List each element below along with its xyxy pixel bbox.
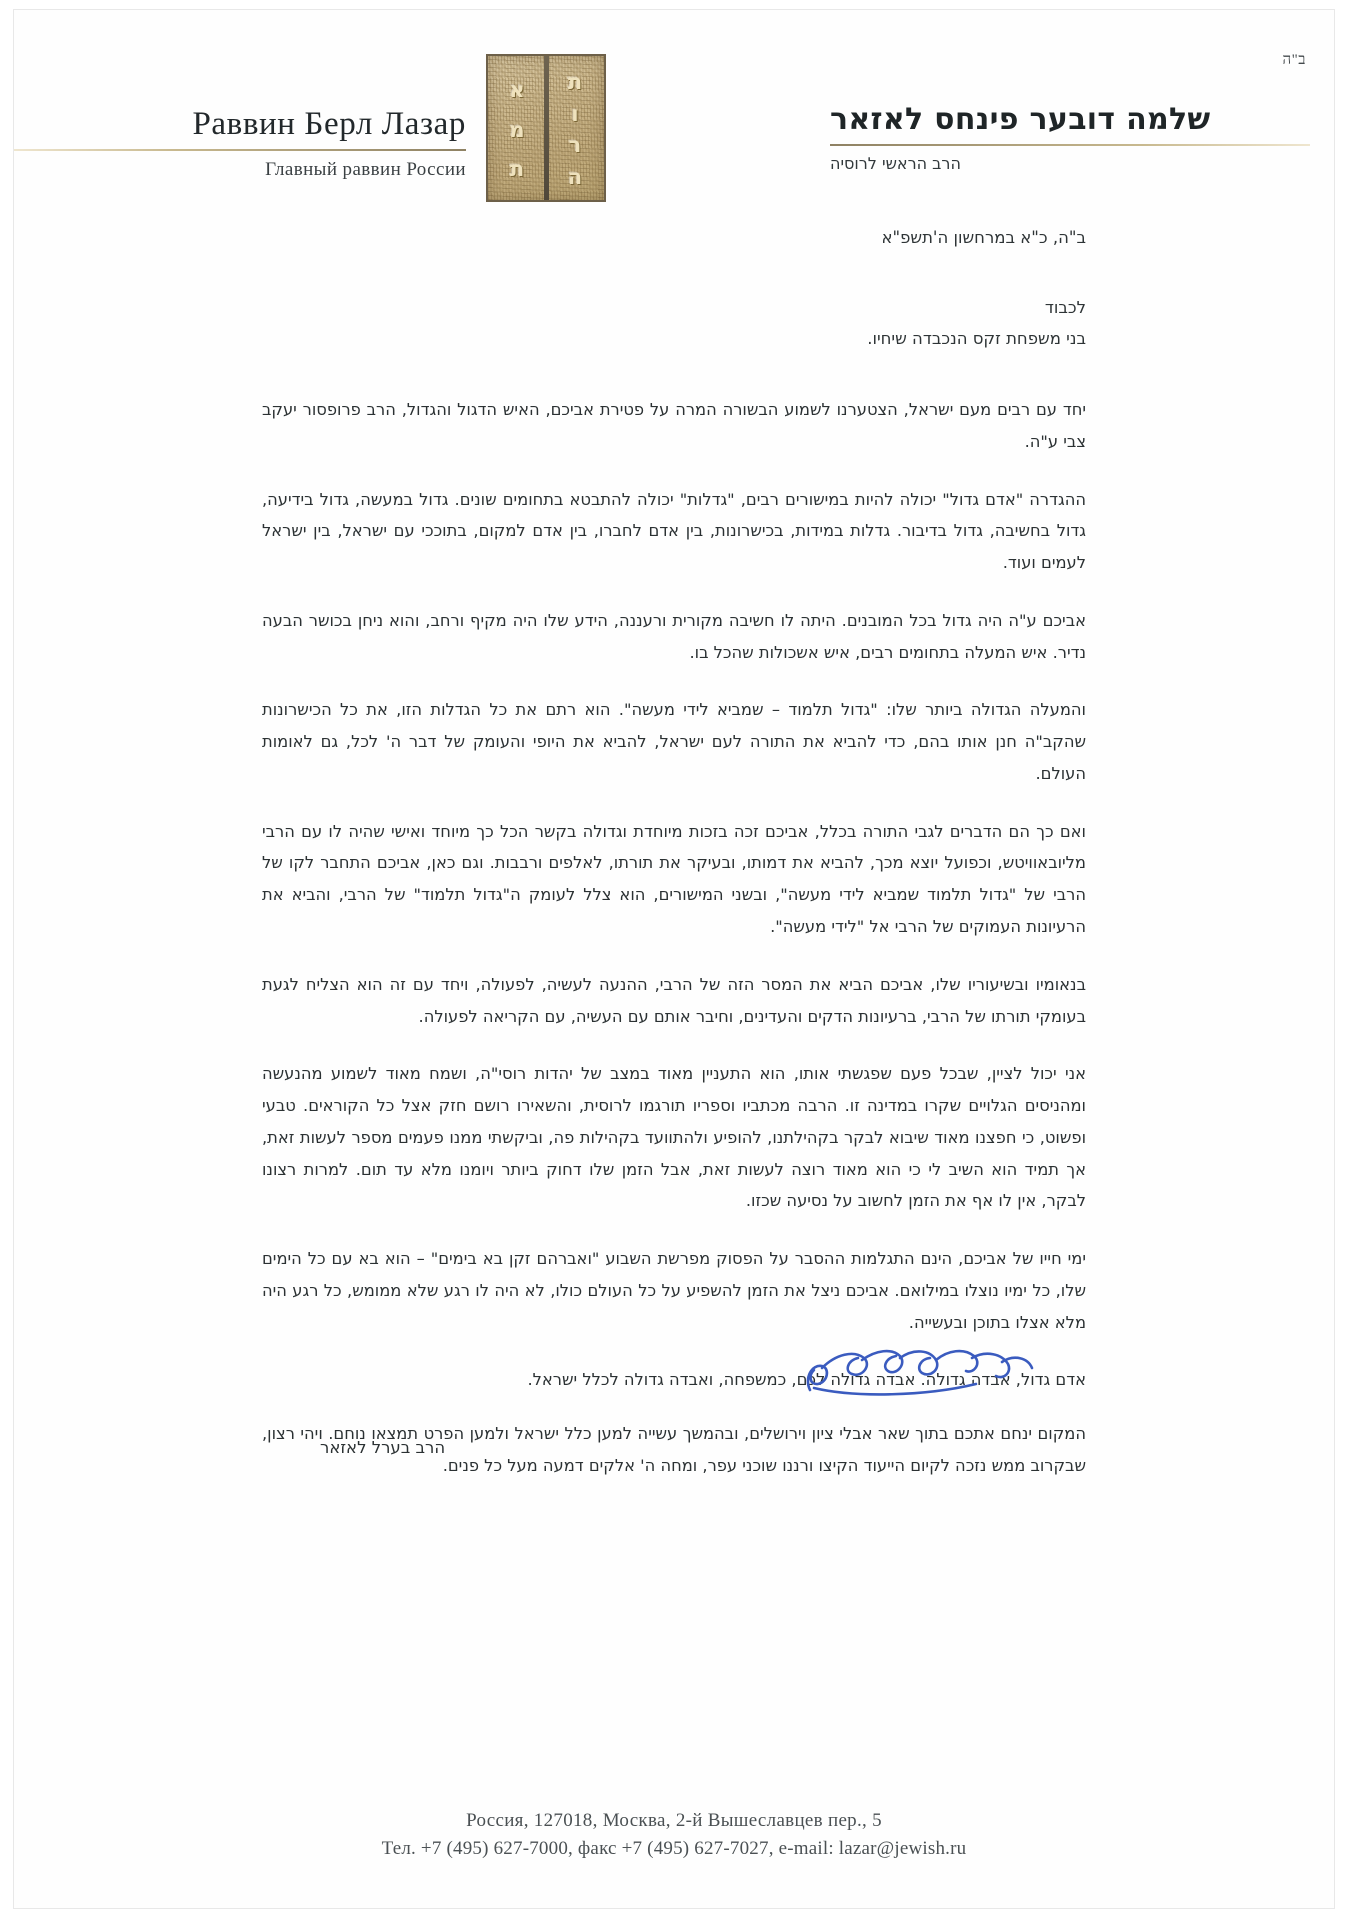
letter-paragraph: המקום ינחם אתכם בתוך שאר אבלי ציון וירושלים, ובהמשך עשייה למען כלל ישראל ולמען הפרט תמצאו נוחם. ויהי רצון, שבקרוב ממש נזכה לקיום הייעוד הקיצו ורננו שוכני עפר, ומחה ה' אלקים דמעה מעל כל פנים. [262,1424,1086,1475]
stone-tablet-emblem-icon [486,54,606,202]
letterhead-russian-rule [14,149,466,151]
emblem-glyph: ת [567,70,583,95]
page-footer [14,1810,1334,1860]
letter-paragraph: אדם גדול, אבדה גדולה. אבדה גדולה לכם, כמשפחה, ואבדה גדולה לכלל ישראל. [527,1370,1086,1390]
footer-contact: Тел. +7 (495) 627-7000, факс +7 (495) 627-7027, e-mail: lazar@jewish.ru [381,1838,967,1859]
letter-salutation [262,293,1086,354]
letterhead-hebrew-subtitle: הרב הראשי לרוסיה [830,154,961,173]
emblem-glyph: א [509,78,525,103]
letter-paragraph: יחד עם רבים מעם ישראל, הצטערנו לשמוע הבשורה המרה על פטירת אביכם, האיש הדגול והגדול, הרב פרופסור יעקב צבי ע"ה. [262,400,1086,451]
emblem-glyph-column-right [549,62,601,198]
letter-body [14,228,1334,1504]
emblem-glyph: ו [571,101,579,126]
emblem-glyph: ת [509,156,525,181]
signature-typed-name: הרב בערל לאזאר [320,1438,446,1457]
letter-page [14,10,1334,1908]
handwritten-signature-icon [796,1338,1046,1410]
letter-paragraph: בנאומיו ובשיעוריו שלו, אביכם הביא את המסר הזה של הרבי, ההנעה לעשיה, לפעולה, ויחד עם זה הוא הצליח לגעת בעומקי תורתו של הרבי, ברעיונות הדקים והעדינים, וחיבר אותם עם העשיה, עם הקריאה לפעולה. [262,974,1086,1026]
bh-mark: ב"ה [1282,52,1306,68]
letterhead-russian-subtitle: Главный раввин России [265,159,466,180]
letter-paragraph: ההגדרה "אדם גדול" יכולה להיות במישורים רבים, "גדלות" יכולה להתבטא בתחומים שונים. גדול במעשה, גדול בידיעה, גדול בחשיבה, גדול בדיבור. גדלות במידות, בכישרונות, בין אדם לחברו, בין אדם למקום, בתוככי עם ישראל, בין ישראל לעמים ועוד. [262,489,1086,573]
emblem-glyph: מ [509,117,525,142]
letter-date: ב"ה, כ"א במרחשון ה'תשפ"א [881,228,1086,247]
letter-paragraph: והמעלה הגדולה ביותר שלו: "גדול תלמוד – שמביא לידי מעשה". הוא רתם את כל הגדלות הזו, את כל הכישרונות שהקב"ה חנן אותו בהם, כדי להביא את התורה לעם ישראל, להביא את היופי והעומק של דבר ה' לכל, גם לאומות העולם. [262,700,1086,783]
emblem-glyph: ר [568,133,582,158]
letterhead-hebrew-rule [830,144,1310,146]
letter-paragraph: אביכם ע"ה היה גדול בכל המובנים. היתה לו חשיבה מקורית ורעננה, הידע שלו היה מקיף ורחב, והוא ניחן בכושר הבעה נדיר. איש המעלה בתחומים רבים, איש אשכולות שהכל בו. [262,610,1086,662]
footer-address: Россия, 127018, Москва, 2-й Вышеславцев пер., 5 [466,1810,882,1831]
salutation-line-2: בני משפחת זקס הנכבדה שיחיו. [867,328,1086,348]
letterhead [14,50,1334,210]
letterhead-russian-block [14,106,474,181]
letter-paragraph: ימי חייו של אביכם, הינם התגלמות ההסבר על הפסוק מפרשת השבוע "ואברהם זקן בא בימים" – הוא בא עם כל הימים שלו, כל ימיו נוצלו במילואם. אביכם ניצל את הזמן להשפיע על כל העולם כולו, לא היה לו רגע שלא ממומש, כל רגע היה מלא אצלו בתוכן ובעשייה. [262,1249,1086,1332]
letter-paragraph: ואם כך הם הדברים לגבי התורה בכלל, אביכם זכה בזכות מיוחדת וגדולה בקשר הכל כך מיוחד ואישי שהיה לו עם הרבי מליובאוויטש, וכפועל יוצא מכך, להביא את דמותו, ובעיקר את תורתו, לאלפים ורבבות. וגם כאן, אביכם התחבר לקו של הרבי של "גדול תלמוד שמביא לידי מעשה", ובשני המישורים, הוא צלל לעומק ה"גדול תלמוד" של הרבי, והביא את הרעיונות העמוקים של הרבי אל "לידי מעשה". [262,821,1086,936]
letterhead-hebrew-name: שלמה דובער פינחס לאזאר [830,102,1211,137]
emblem-glyph: ה [567,164,583,189]
signature-block [14,1342,1334,1457]
salutation-line-1: לכבוד [1044,298,1086,317]
letterhead-russian-name: Раввин Берл Лазар [192,106,466,142]
emblem-glyph-column-left [491,62,543,198]
letterhead-hebrew-block [830,102,1310,173]
letter-paragraph: אני יכול לציין, שבכל פעם שפגשתי אותו, הוא התעניין מאוד במצב של יהדות רוסי"ה, ושמח מאוד לשמוע מהנעשה ומהניסים הגלויים שקרו במדינה זו. הרבה מכתביו וספריו תורגמו לרוסית, והשאירו רושם חזק אצל כל הקוראים. טבעי ופשוט, כי חפצנו מאוד שיבוא לבקר בקהילתנו, להופיע ולהתוועד בקהילות פה, וביקשתי ממנו פעמים מספר לעשות זאת, אך תמיד הוא השיב לי כי הוא מאוד רוצה לעשות זאת, אבל הזמן שלו דחוק ביותר ויומנו מלא עד תום. למרות רצונו לבקר, אין לו אף את הזמן לחשוב על נסיעה שכזו. [262,1064,1086,1211]
